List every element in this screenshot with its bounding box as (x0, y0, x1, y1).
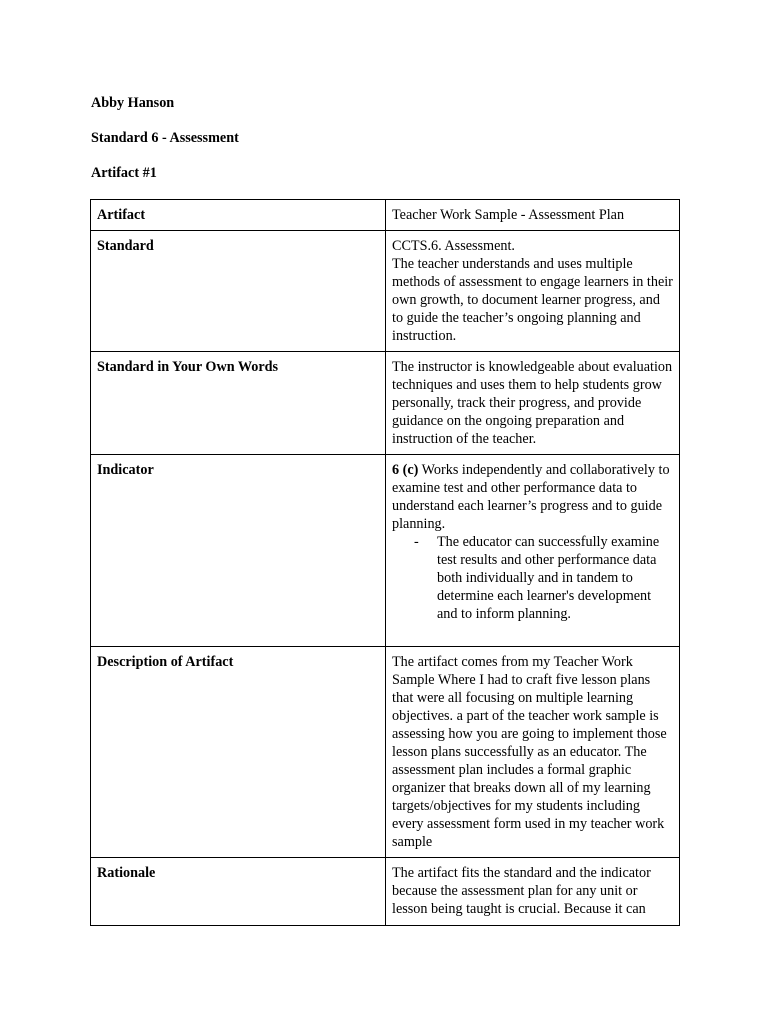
row-value-standard (386, 231, 680, 352)
row-value-description: The artifact comes from my Teacher Work Sample Where I had to craft five lesson plans that were all focusing on multiple learning objectives. a part of the teacher work sample is assessing how you are going to implement those lesson plans successfully as an educator. The assessment plan includes a formal graphic organizer that breaks down all of my learning targets/objectives for my students including every assessment form used in my teacher work sample (386, 647, 680, 858)
artifact-number: Artifact #1 (91, 165, 157, 181)
table-row-standard (91, 231, 680, 352)
row-label-standard: Standard (91, 231, 386, 352)
table-row-indicator (91, 455, 680, 647)
row-label-indicator: Indicator (91, 455, 386, 647)
bullet-dash: - (414, 534, 419, 550)
table-row-own-words (91, 352, 680, 455)
standard-code: CCTS.6. Assessment. (392, 238, 515, 254)
row-value-artifact: Teacher Work Sample - Assessment Plan (386, 200, 680, 231)
author-name: Abby Hanson (91, 95, 175, 111)
indicator-description: Works independently and collaboratively to examine test and other performance data to understand each learner’s progress and to guide planning. (392, 462, 670, 532)
table-row-artifact (91, 200, 680, 231)
row-label-artifact: Artifact (91, 200, 386, 231)
row-label-rationale: Rationale (91, 858, 386, 926)
artifact-table (90, 199, 680, 926)
bullet-text: The educator can successfully examine test results and other performance data both individually and in tandem to determine each learner's development and to inform planning. (437, 534, 660, 622)
row-value-own-words: The instructor is knowledgeable about evaluation techniques and uses them to help students grow personally, track their progress, and provide guidance on the ongoing preparation and instruction of the teacher. (386, 352, 680, 455)
row-label-description: Description of Artifact (91, 647, 386, 858)
table-row-description (91, 647, 680, 858)
standard-heading: Standard 6 - Assessment (91, 130, 239, 146)
indicator-text (392, 461, 673, 533)
indicator-code: 6 (c) (392, 462, 419, 478)
standard-text: The teacher understands and uses multiple methods of assessment to engage learners in their own growth, to document learner progress, and to guide the teacher’s ongoing planning and instruction. (392, 256, 673, 344)
indicator-bullet (414, 533, 673, 623)
row-value-rationale: The artifact fits the standard and the indicator because the assessment plan for any unit or lesson being taught is crucial. Because it can (386, 858, 680, 926)
row-label-own-words: Standard in Your Own Words (91, 352, 386, 455)
table-row-rationale (91, 858, 680, 926)
row-value-indicator (386, 455, 680, 647)
